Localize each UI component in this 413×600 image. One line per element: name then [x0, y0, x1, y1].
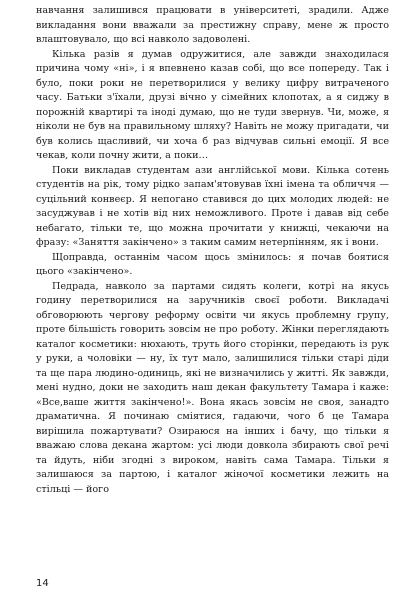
paragraph: Щоправда, останнім часом щось змінилось: я почав боятися цього «закінчено».: [36, 251, 389, 277]
page-body: [36, 4, 389, 497]
paragraph: Поки викладав студентам ази англійської мови. Кілька сотень студентів на рік, тому рідко запам'ятовував їхні імена та обличчя — суцільний конвеєр. Я непогано ставився до цих молодих людей: не засуджував і не хотів від них неможливого. Проте і давав від себе небагато, тільки те, що можна прочитати у книжці, чекаючи на фразу: «Заняття закінчено» з таким самим нетерпінням, як і вони.: [36, 164, 389, 248]
paragraph: Кілька разів я думав одружитися, але завжди знаходилася причина чому «ні», і я впевнено казав собі, що все попереду. Так і було, поки роки не перетворилися у велику цифру витраченого часу. Батьки з'їхали, друзі вічно у сімейних клопотах, а я сиджу в порожній квартирі та іноді думаю, що не туди звернув. Чи, може, я ніколи не був на правильному шляху? Навіть не можу пригадати, чи був колись щасливий, чи хоча б раз відчував сильні емоції. Я все чекав, коли почну жити, а поки…: [36, 48, 389, 161]
paragraph-continuation: навчання залишився працювати в університеті, зрадили. Адже викладання вони вважали за престижну справу, мене ж просто влаштовувало, що всі навколо задоволені.: [36, 5, 389, 45]
paragraph: Педрада, навколо за партами сидять колеги, котрі на якусь годину перетворилися на заручників своєї роботи. Викладачі обговорюють чергову реформу освіти чи якусь проблемну групу, проте більшість говорить зовсім не про роботу. Жінки переглядають каталог косметики: нюхають, труть його сторінки, передають із рук у руки, а чоловіки — ну, їх тут мало, залишилися тільки старі діди та ще пара людино-одиниць, які не визначились у житті. Як завжди, мені нудно, доки не заходить наш декан факультету Тамара і каже: «Все,ваше життя закінчено!». Вона якась зовсім не своя, занадто драматична. Я починаю сміятися, гадаючи, чого б це Тамара вирішила пожартувати? Озираюся на інших і бачу, що тільки я вважаю слова декана жартом: усі люди довкола збирають свої речі та йдуть, ніби згодні з вироком, навіть сама Тамара. Тільки я залишаюся за партою, і каталог жіночої косметики лежить на стільці — його: [36, 280, 389, 495]
page-number: 14: [36, 578, 49, 589]
